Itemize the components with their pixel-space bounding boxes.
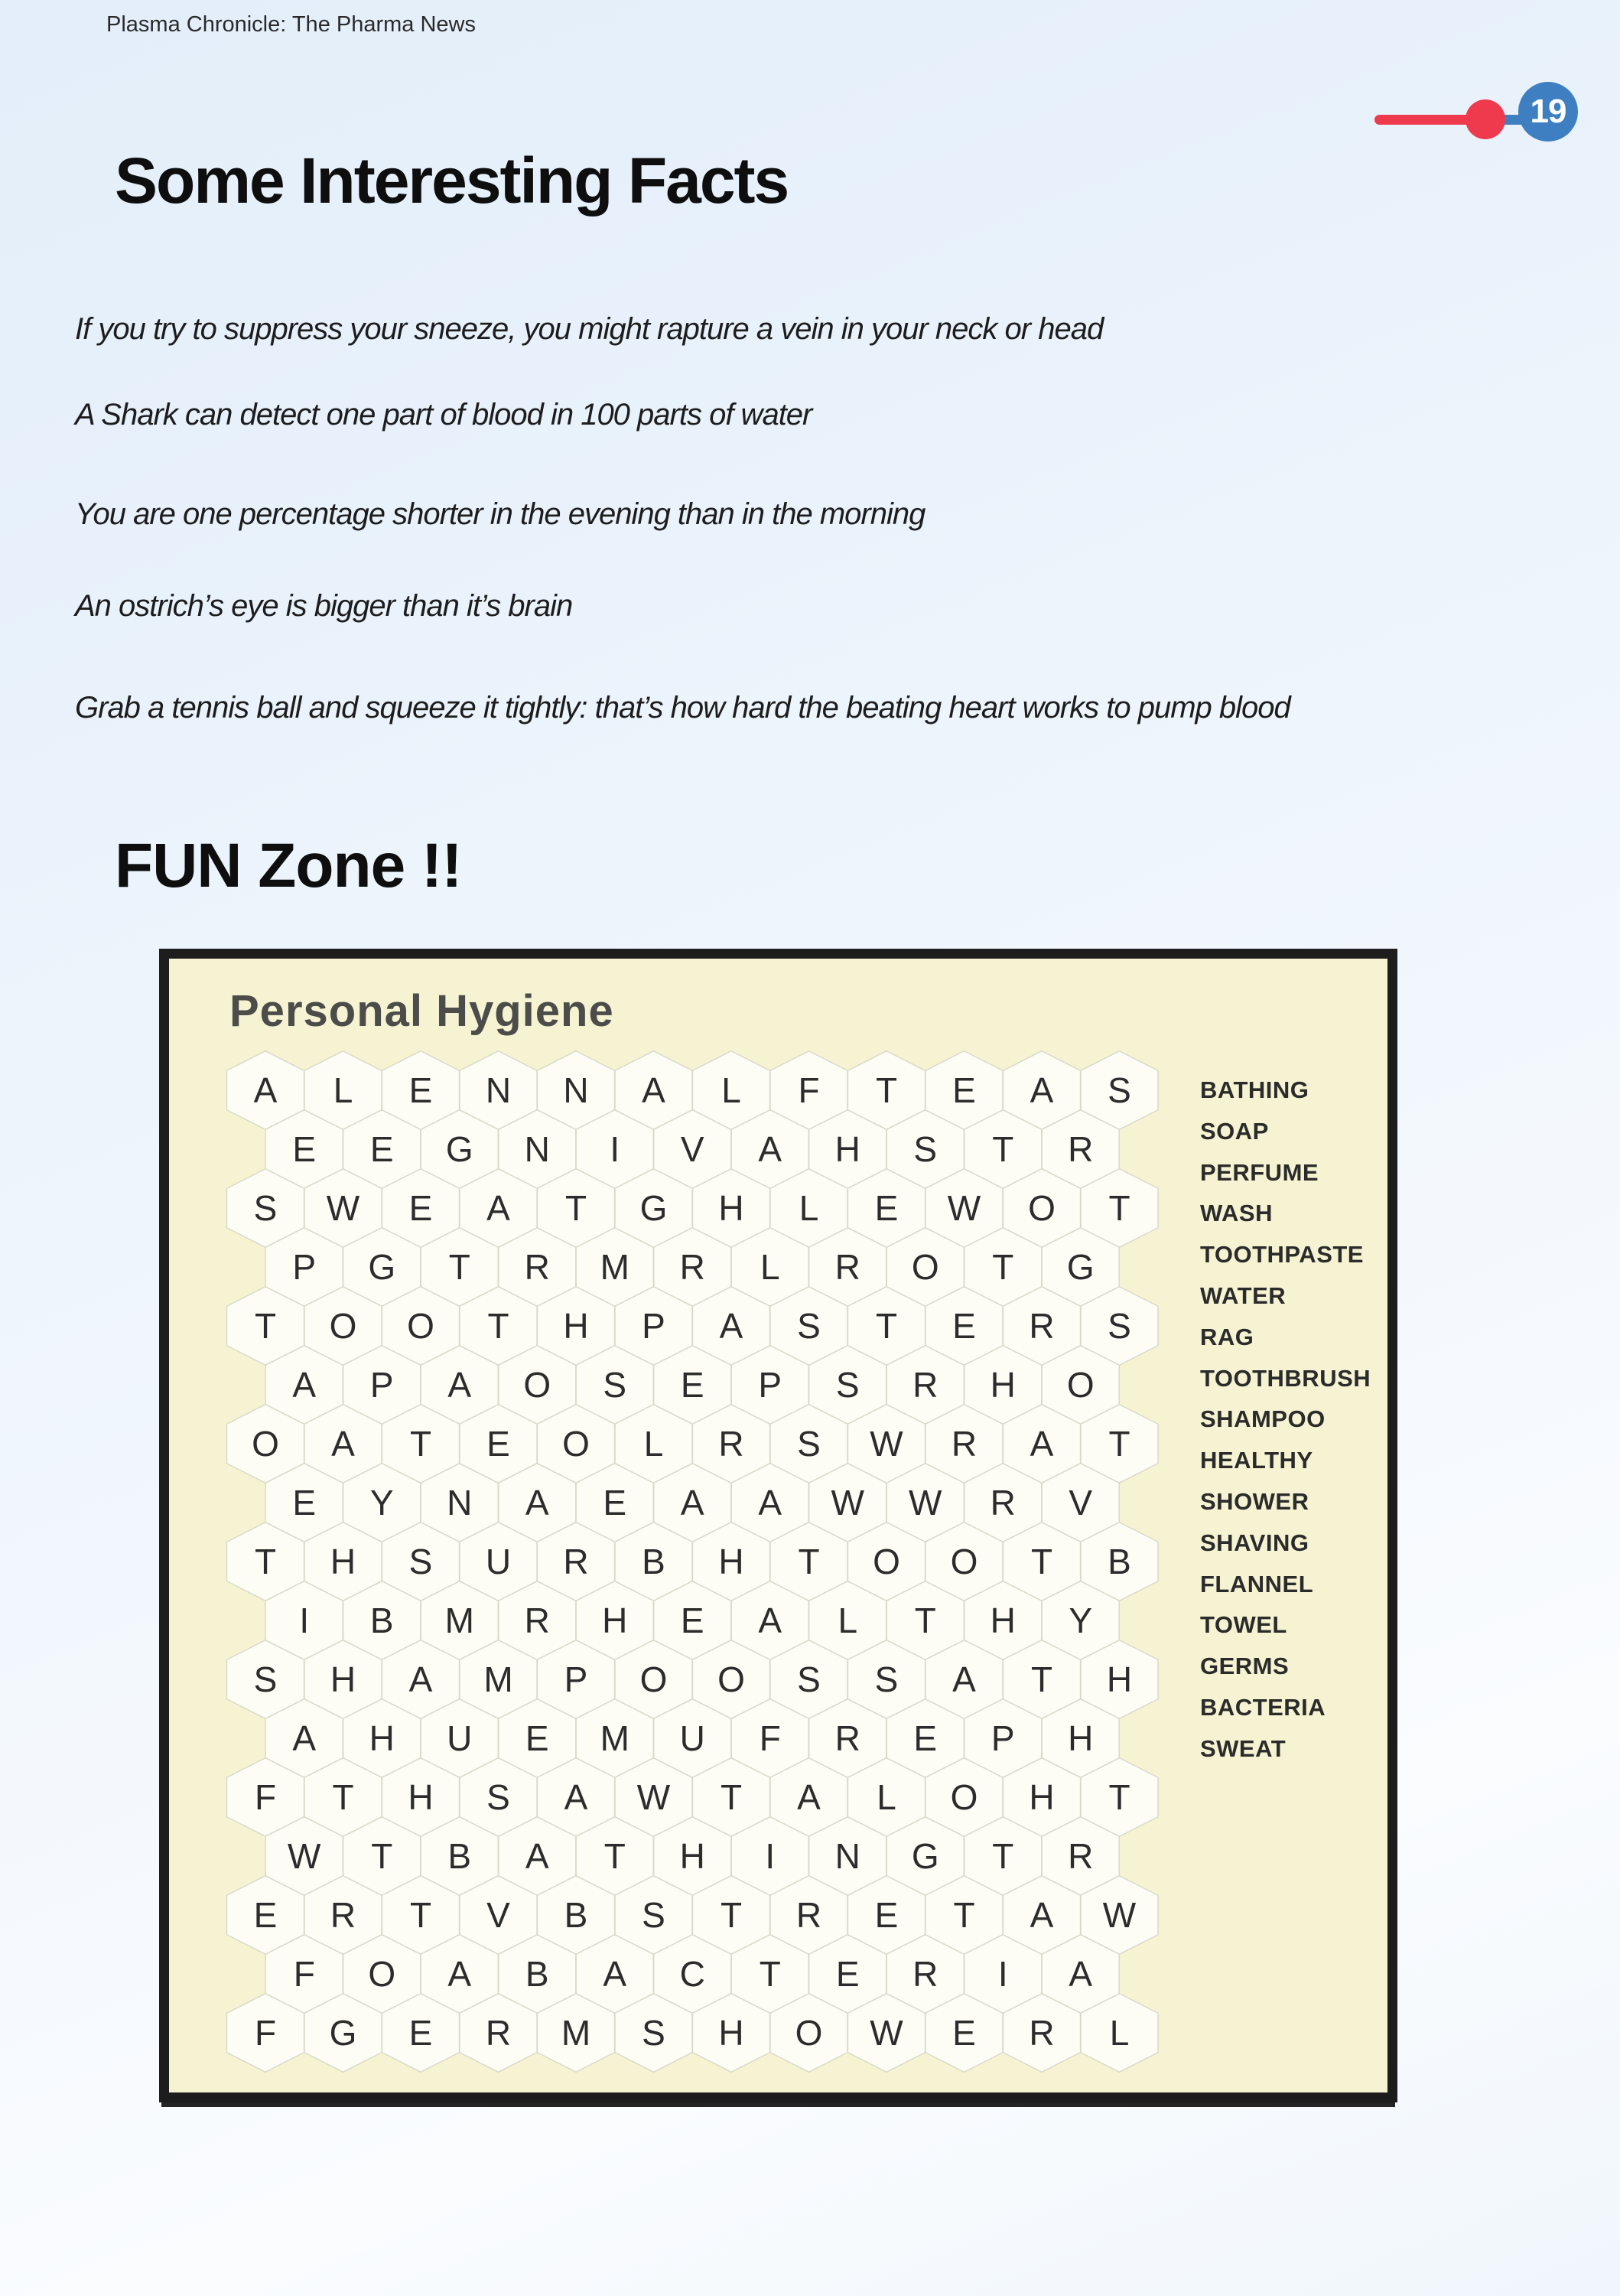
grid-letter: T bbox=[1030, 1542, 1053, 1581]
grid-letter: I bbox=[997, 1954, 1008, 1994]
grid-letter: P bbox=[642, 1306, 665, 1346]
grid-letter: H bbox=[679, 1836, 705, 1876]
grid-letter: R bbox=[912, 1954, 938, 1994]
grid-letter: S bbox=[913, 1129, 938, 1169]
grid-letter: E bbox=[408, 1070, 433, 1110]
puzzle-title: Personal Hygiene bbox=[229, 986, 614, 1036]
grid-letter: S bbox=[1108, 1306, 1131, 1346]
word-list-item: HEALTHY bbox=[1200, 1447, 1313, 1474]
grid-letter: N bbox=[485, 1070, 512, 1110]
grid-letter: O bbox=[795, 2013, 823, 2053]
grid-letter: F bbox=[254, 1777, 277, 1817]
grid-letter: O bbox=[1028, 1188, 1056, 1228]
grid-letter: S bbox=[486, 1777, 510, 1817]
word-list-item: SHAVING bbox=[1200, 1529, 1309, 1556]
grid-letter: L bbox=[877, 1777, 896, 1817]
grid-letter: O bbox=[252, 1424, 279, 1464]
grid-letter: A bbox=[408, 1659, 433, 1699]
grid-letter: G bbox=[368, 1247, 396, 1287]
fun-zone-title: FUN Zone !! bbox=[115, 831, 462, 900]
grid-letter: L bbox=[760, 1247, 780, 1287]
grid-letter: A bbox=[292, 1718, 317, 1758]
grid-letter: P bbox=[369, 1365, 394, 1405]
grid-letter: B bbox=[525, 1954, 549, 1994]
grid-letter: W bbox=[288, 1836, 321, 1876]
newsletter-header: Plasma Chronicle: The Pharma News bbox=[106, 12, 476, 37]
word-list-item: FLANNEL bbox=[1200, 1570, 1314, 1597]
grid-letter: V bbox=[486, 1895, 510, 1935]
grid-letter: A bbox=[797, 1777, 821, 1817]
grid-letter: E bbox=[408, 1188, 433, 1228]
grid-letter: R bbox=[1068, 1129, 1094, 1169]
grid-letter: E bbox=[603, 1483, 627, 1523]
grid-letter: A bbox=[447, 1365, 472, 1405]
grid-letter: A bbox=[525, 1836, 549, 1876]
grid-letter: L bbox=[721, 1070, 741, 1110]
grid-letter: O bbox=[873, 1542, 900, 1581]
grid-letter: S bbox=[797, 1306, 821, 1346]
grid-letter: G bbox=[1066, 1247, 1095, 1287]
grid-letter: M bbox=[600, 1718, 629, 1758]
grid-letter: A bbox=[642, 1070, 665, 1110]
grid-letter: W bbox=[831, 1483, 864, 1523]
grid-letter: T bbox=[992, 1247, 1014, 1287]
fact-line: You are one percentage shorter in the evening than in the morning bbox=[75, 497, 925, 531]
word-list bbox=[1200, 1070, 1371, 1770]
grid-letter: H bbox=[408, 1777, 434, 1817]
grid-letter: R bbox=[1068, 1836, 1094, 1876]
grid-letter: T bbox=[409, 1895, 432, 1935]
grid-letter: W bbox=[870, 2013, 903, 2053]
grid-letter: F bbox=[293, 1954, 315, 1994]
grid-letter: T bbox=[1108, 1424, 1130, 1464]
grid-letter: H bbox=[834, 1129, 860, 1169]
grid-letter: H bbox=[990, 1601, 1016, 1640]
fact-line: Grab a tennis ball and squeeze it tightly: that’s how hard the beating heart works to pump blood bbox=[75, 691, 1290, 725]
grid-letter: L bbox=[1109, 2013, 1130, 2053]
grid-letter: N bbox=[834, 1836, 860, 1876]
grid-letter: O bbox=[329, 1306, 357, 1346]
grid-letter: V bbox=[680, 1129, 704, 1169]
grid-letter: S bbox=[642, 1895, 665, 1935]
grid-letter: A bbox=[1069, 1954, 1093, 1994]
grid-letter: R bbox=[524, 1601, 550, 1640]
grid-letter: T bbox=[409, 1424, 432, 1464]
grid-letter: R bbox=[485, 2013, 512, 2053]
grid-letter: E bbox=[913, 1718, 938, 1758]
grid-letter: E bbox=[680, 1601, 704, 1640]
grid-letter: H bbox=[718, 2013, 744, 2053]
grid-letter: E bbox=[292, 1483, 317, 1523]
word-list-item: TOWEL bbox=[1200, 1611, 1287, 1639]
word-list-item: BATHING bbox=[1200, 1076, 1309, 1103]
grid-letter: A bbox=[758, 1601, 782, 1640]
grid-letter: O bbox=[639, 1659, 668, 1699]
grid-letter: R bbox=[524, 1247, 550, 1287]
grid-letter: B bbox=[642, 1542, 665, 1581]
grid-letter: O bbox=[1066, 1365, 1095, 1405]
grid-letter: U bbox=[485, 1542, 512, 1581]
grid-letter: E bbox=[874, 1188, 899, 1228]
word-list-item: BACTERIA bbox=[1200, 1693, 1326, 1721]
grid-letter: T bbox=[720, 1895, 743, 1935]
grid-letter: Y bbox=[1069, 1601, 1093, 1640]
grid-letter: L bbox=[643, 1424, 664, 1464]
grid-letter: E bbox=[835, 1954, 860, 1994]
fact-line: If you try to suppress your sneeze, you might rapture a vein in your neck or head bbox=[75, 312, 1104, 346]
grid-letter: H bbox=[563, 1306, 589, 1346]
grid-letter: R bbox=[795, 1895, 822, 1935]
grid-letter: T bbox=[953, 1895, 975, 1935]
grid-letter: E bbox=[525, 1718, 549, 1758]
grid-letter: Y bbox=[369, 1483, 394, 1523]
grid-letter: F bbox=[798, 1070, 820, 1110]
grid-letter: G bbox=[911, 1836, 939, 1876]
grid-letter: P bbox=[991, 1718, 1015, 1758]
grid-letter: T bbox=[875, 1306, 898, 1346]
grid-letter: H bbox=[330, 1542, 356, 1581]
grid-letter: L bbox=[333, 1070, 353, 1110]
grid-letter: R bbox=[951, 1424, 978, 1464]
grid-letter: T bbox=[914, 1601, 936, 1640]
grid-letter: E bbox=[408, 2013, 433, 2053]
grid-letter: R bbox=[1029, 1306, 1055, 1346]
grid-letter: O bbox=[368, 1954, 396, 1994]
grid-letter: H bbox=[718, 1188, 744, 1228]
grid-letter: M bbox=[444, 1601, 474, 1640]
grid-letter: T bbox=[448, 1247, 470, 1287]
word-list-item: SHAMPOO bbox=[1200, 1405, 1326, 1433]
grid-letter: S bbox=[835, 1365, 860, 1405]
grid-letter: T bbox=[254, 1306, 277, 1346]
grid-letter: T bbox=[1108, 1777, 1130, 1817]
grid-letter: G bbox=[329, 2013, 357, 2053]
grid-letter: A bbox=[447, 1954, 472, 1994]
grid-letter: O bbox=[407, 1306, 434, 1346]
grid-letter: T bbox=[332, 1777, 354, 1817]
grid-letter: H bbox=[602, 1601, 628, 1640]
grid-letter: H bbox=[369, 1718, 395, 1758]
grid-letter: S bbox=[408, 1542, 433, 1581]
grid-letter: E bbox=[292, 1129, 317, 1169]
grid-letter: G bbox=[639, 1188, 668, 1228]
grid-letter: I bbox=[765, 1836, 776, 1876]
grid-letter: F bbox=[254, 2013, 277, 2053]
word-list-item: SHOWER bbox=[1200, 1487, 1309, 1515]
word-list-item: TOOTHPASTE bbox=[1200, 1241, 1364, 1268]
grid-letter: H bbox=[1068, 1718, 1094, 1758]
grid-letter: H bbox=[1029, 1777, 1055, 1817]
grid-letter: O bbox=[950, 1777, 978, 1817]
grid-letter: B bbox=[369, 1601, 394, 1640]
word-list-item: WASH bbox=[1200, 1200, 1273, 1227]
grid-letter: A bbox=[486, 1188, 510, 1228]
grid-letter: W bbox=[636, 1777, 671, 1817]
grid-letter: A bbox=[525, 1483, 549, 1523]
grid-letter: N bbox=[524, 1129, 550, 1169]
grid-letter: G bbox=[445, 1129, 473, 1169]
grid-letter: A bbox=[1030, 1070, 1054, 1110]
grid-letter: R bbox=[990, 1483, 1016, 1523]
grid-letter: E bbox=[253, 1895, 278, 1935]
grid-letter: T bbox=[1108, 1188, 1130, 1228]
grid-letter: M bbox=[561, 2013, 591, 2053]
grid-letter: E bbox=[486, 1424, 510, 1464]
grid-letter: R bbox=[563, 1542, 589, 1581]
grid-letter: I bbox=[610, 1129, 620, 1169]
grid-letter: W bbox=[909, 1483, 942, 1523]
word-list-item: SWEAT bbox=[1200, 1734, 1287, 1762]
grid-letter: S bbox=[253, 1659, 278, 1699]
grid-letter: T bbox=[371, 1836, 393, 1876]
grid-letter: T bbox=[720, 1777, 743, 1817]
grid-letter: E bbox=[369, 1129, 394, 1169]
grid-letter: A bbox=[680, 1483, 704, 1523]
grid-letter: T bbox=[992, 1129, 1014, 1169]
grid-letter: A bbox=[564, 1777, 588, 1817]
grid-letter: M bbox=[483, 1659, 513, 1699]
grid-letter: R bbox=[834, 1247, 860, 1287]
grid-letter: P bbox=[292, 1247, 317, 1287]
fact-line: A Shark can detect one part of blood in 100 parts of water bbox=[75, 398, 812, 432]
grid-letter: W bbox=[947, 1188, 981, 1228]
word-list-item: RAG bbox=[1200, 1323, 1254, 1350]
grid-letter: S bbox=[1108, 1070, 1131, 1110]
grid-letter: S bbox=[797, 1424, 821, 1464]
grid-letter: T bbox=[798, 1542, 820, 1581]
grid-letter: F bbox=[759, 1718, 781, 1758]
page-number-badge bbox=[1518, 82, 1578, 142]
grid-letter: A bbox=[719, 1306, 743, 1346]
grid-letter: V bbox=[1069, 1483, 1093, 1523]
word-list-item: PERFUME bbox=[1200, 1158, 1319, 1186]
word-list-item: WATER bbox=[1200, 1282, 1287, 1309]
grid-letter: O bbox=[562, 1424, 590, 1464]
grid-letter: E bbox=[952, 1306, 976, 1346]
grid-letter: A bbox=[758, 1483, 782, 1523]
grid-letter: S bbox=[642, 2013, 665, 2053]
word-list-item: GERMS bbox=[1200, 1653, 1290, 1680]
word-list-item: TOOTHBRUSH bbox=[1200, 1364, 1371, 1392]
badge-red-dot bbox=[1465, 99, 1505, 139]
grid-letter: O bbox=[950, 1542, 978, 1581]
grid-letter: C bbox=[679, 1954, 705, 1994]
grid-letter: R bbox=[912, 1365, 938, 1405]
grid-letter: S bbox=[603, 1365, 627, 1405]
grid-letter: E bbox=[874, 1895, 899, 1935]
grid-letter: A bbox=[952, 1659, 976, 1699]
grid-letter: R bbox=[679, 1247, 705, 1287]
grid-letter: A bbox=[1030, 1895, 1054, 1935]
grid-letter: L bbox=[799, 1188, 819, 1228]
grid-letter: E bbox=[952, 1070, 976, 1110]
grid-letter: H bbox=[330, 1659, 356, 1699]
grid-letter: E bbox=[680, 1365, 704, 1405]
grid-letter: B bbox=[447, 1836, 472, 1876]
grid-letter: A bbox=[253, 1070, 278, 1110]
grid-letter: I bbox=[299, 1601, 310, 1640]
grid-letter: S bbox=[874, 1659, 899, 1699]
grid-letter: N bbox=[563, 1070, 589, 1110]
page-number: 19 bbox=[1530, 93, 1566, 130]
grid-letter: U bbox=[679, 1718, 705, 1758]
grid-letter: T bbox=[1030, 1659, 1053, 1699]
fact-line: An ostrich’s eye is bigger than it’s brain bbox=[75, 589, 573, 623]
grid-letter: N bbox=[447, 1483, 473, 1523]
grid-letter: T bbox=[875, 1070, 898, 1110]
grid-letter: M bbox=[600, 1247, 629, 1287]
grid-letter: A bbox=[331, 1424, 355, 1464]
grid-letter: T bbox=[254, 1542, 277, 1581]
grid-letter: T bbox=[603, 1836, 626, 1876]
grid-letter: P bbox=[564, 1659, 588, 1699]
grid-letter: W bbox=[1102, 1895, 1137, 1935]
grid-letter: O bbox=[911, 1247, 939, 1287]
grid-letter: W bbox=[326, 1188, 360, 1228]
grid-letter: R bbox=[718, 1424, 744, 1464]
grid-letter: R bbox=[1029, 2013, 1055, 2053]
grid-letter: A bbox=[758, 1129, 782, 1169]
grid-letter: B bbox=[564, 1895, 588, 1935]
grid-letter: T bbox=[992, 1836, 1014, 1876]
grid-letter: H bbox=[1106, 1659, 1133, 1699]
grid-letter: A bbox=[1030, 1424, 1054, 1464]
grid-letter: W bbox=[870, 1424, 903, 1464]
grid-letter: T bbox=[564, 1188, 587, 1228]
grid-letter: S bbox=[253, 1188, 278, 1228]
grid-letter: L bbox=[838, 1601, 858, 1640]
grid-letter: T bbox=[759, 1954, 781, 1994]
grid-letter: A bbox=[603, 1954, 627, 1994]
grid-letter: H bbox=[990, 1365, 1016, 1405]
grid-letter: R bbox=[330, 1895, 356, 1935]
facts-section-title: Some Interesting Facts bbox=[115, 145, 789, 217]
grid-letter: B bbox=[1108, 1542, 1131, 1581]
grid-letter: O bbox=[717, 1659, 745, 1699]
grid-letter: E bbox=[952, 2013, 976, 2053]
word-list-item: SOAP bbox=[1200, 1117, 1269, 1145]
grid-letter: S bbox=[797, 1659, 821, 1699]
grid-letter: O bbox=[523, 1365, 551, 1405]
grid-letter: H bbox=[718, 1542, 744, 1581]
grid-letter: T bbox=[487, 1306, 509, 1346]
grid-letter: A bbox=[292, 1365, 317, 1405]
grid-letter: P bbox=[758, 1365, 782, 1405]
grid-letter: U bbox=[447, 1718, 473, 1758]
grid-letter: R bbox=[834, 1718, 860, 1758]
word-search-grid bbox=[169, 959, 1179, 2083]
